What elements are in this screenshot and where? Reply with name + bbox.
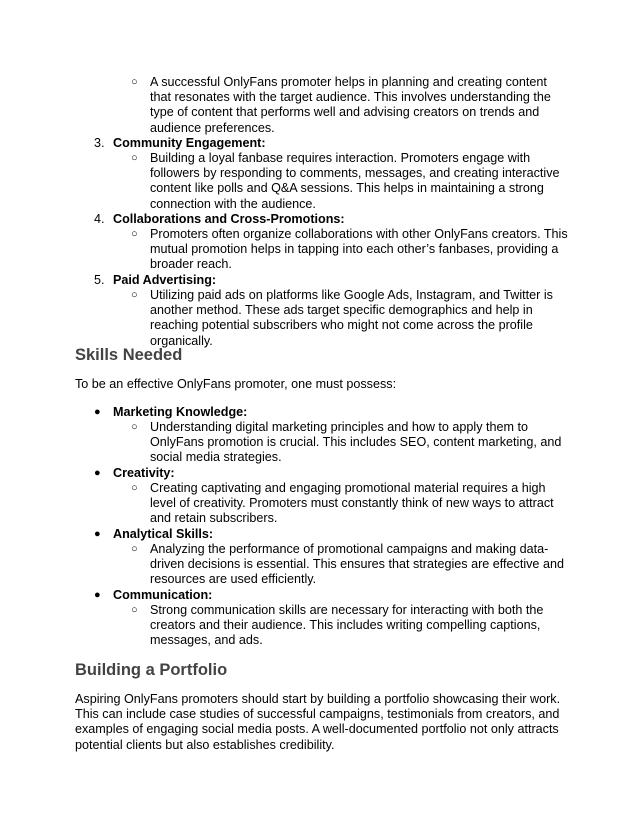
sub-list-item-text: A successful OnlyFans promoter helps in planning and creating content that resonates with the target audience. This involves understanding the type of content that performs well and advising creators on trends and audience preferences. <box>150 75 551 135</box>
skills-intro: To be an effective OnlyFans promoter, one must possess: <box>75 377 397 391</box>
portfolio-paragraph: Aspiring OnlyFans promoters should start by building a portfolio showcasing their work. This can include case studies of successful campaigns, testimonials from creators, and examples of engaging social media posts. A well-documented portfolio not only attracts potential clients but also establishes credibility. <box>75 692 561 752</box>
sub-list-item-text: Creating captivating and engaging promotional material requires a high level of creativity. Promoters must constantly think of new ways to attract and retain subscribers. <box>150 481 554 526</box>
filled-circle-bullet: ● <box>94 467 101 479</box>
bullet-item-label: Marketing Knowledge: <box>113 405 248 419</box>
bullet-item-label: Analytical Skills: <box>113 527 214 541</box>
bullet-item-label: Communication: <box>113 588 213 602</box>
section-heading-skills: Skills Needed <box>75 346 183 364</box>
numbered-item-label: Collaborations and Cross-Promotions: <box>113 212 345 226</box>
hollow-circle-bullet: ○ <box>131 543 138 555</box>
filled-circle-bullet: ● <box>94 528 101 540</box>
filled-circle-bullet: ● <box>94 406 101 418</box>
numbered-item-label: Paid Advertising: <box>113 273 217 287</box>
list-number: 3. <box>94 136 105 150</box>
sub-list-item-text: Building a loyal fanbase requires interaction. Promoters engage with followers by responding to comments, messages, and creating interactive content like polls and Q&A sessions. This helps in maintaining a strong connection with the audience. <box>150 151 560 211</box>
hollow-circle-bullet: ○ <box>131 228 138 240</box>
section-heading-portfolio: Building a Portfolio <box>75 661 228 679</box>
sub-list-item-text: Understanding digital marketing principles and how to apply them to OnlyFans promotion is crucial. This includes SEO, content marketing, and social media strategies. <box>150 420 562 465</box>
sub-list-item-text: Strong communication skills are necessary for interacting with both the creators and their audience. This includes writing compelling captions, messages, and ads. <box>150 603 544 648</box>
hollow-circle-bullet: ○ <box>131 289 138 301</box>
list-number: 5. <box>94 273 105 287</box>
hollow-circle-bullet: ○ <box>131 604 138 616</box>
bullet-item-label: Creativity: <box>113 466 175 480</box>
hollow-circle-bullet: ○ <box>131 482 138 494</box>
numbered-item-label: Community Engagement: <box>113 136 266 150</box>
hollow-circle-bullet: ○ <box>131 152 138 164</box>
sub-list-item-text: Utilizing paid ads on platforms like Google Ads, Instagram, and Twitter is another method. These ads target specific demographics and help in reaching potential subscribers who might not come across the profile organically. <box>150 288 553 348</box>
filled-circle-bullet: ● <box>94 589 101 601</box>
hollow-circle-bullet: ○ <box>131 421 138 433</box>
list-number: 4. <box>94 212 105 226</box>
sub-list-item-text: Promoters often organize collaborations with other OnlyFans creators. This mutual promotion helps in tapping into each other’s fanbases, providing a broader reach. <box>150 227 568 272</box>
sub-list-item-text: Analyzing the performance of promotional campaigns and making data-driven decisions is essential. This ensures that strategies are effective and resources are used efficiently. <box>150 542 564 587</box>
hollow-circle-bullet: ○ <box>131 76 138 88</box>
